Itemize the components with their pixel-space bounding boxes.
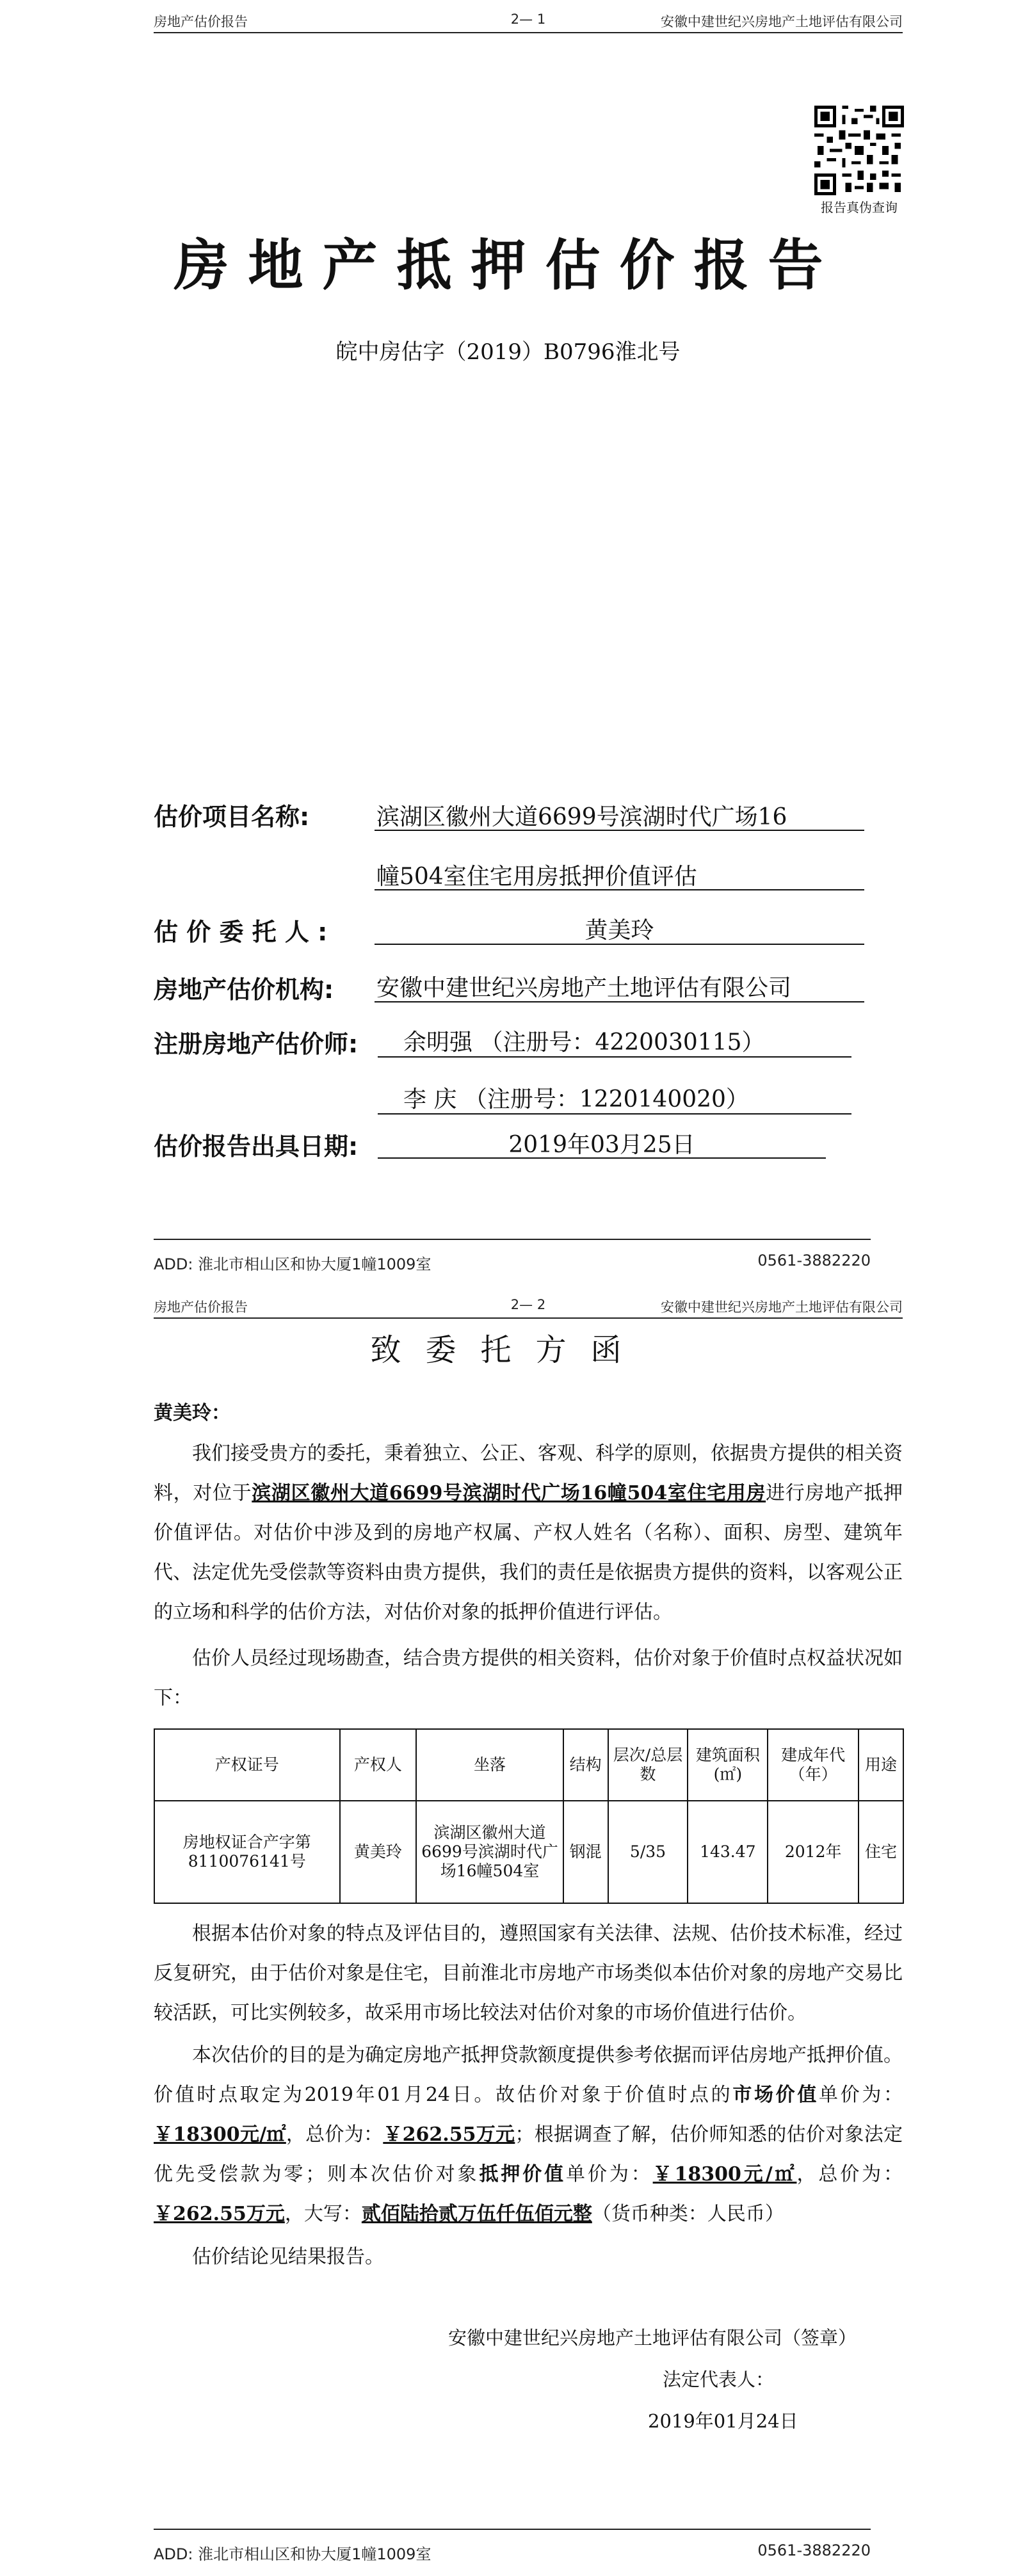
cell-year: 2012年	[768, 1801, 859, 1903]
cover-page: 房地产估价报告 2— 1 安徽中建世纪兴房地产土地评估有限公司 报告真伪查询 房地产抵押估价报告 皖中房估字（2019）B0796淮北号 估价项目名称: 滨湖区徽州大道6699号滨湖时代广场16 幢504室住宅用房抵押价值评估 估 价 委 托 人 : 黄美玲 房地产估价机构: 安徽中建世纪兴房地产土地评估有限公司 注册房地产估价师: 余明强 （注册号：4220030115） 李 庆 （注册号：1220140020） 估价报告出具日期: 2019年03月25日 ADD: 淮北市相山区和协大厦1幢1009室 0561-3882220	[0, 0, 1016, 1285]
cell-certificate: 房地权证合产字第8110076141号	[154, 1801, 340, 1903]
market-total-price: ￥262.55万元	[383, 2123, 515, 2146]
col-usage: 用途	[859, 1729, 903, 1801]
mortgage-total-price: ￥262.55万元	[154, 2203, 285, 2225]
cover-title: 房地产抵押估价报告	[173, 234, 843, 298]
header-left: 房地产估价报告	[154, 1300, 248, 1315]
footer-address: ADD: 淮北市相山区和协大厦1幢1009室	[154, 2545, 431, 2563]
cell-location: 滨湖区徽州大道6699号滨湖时代广场16幢504室	[416, 1801, 563, 1903]
footer-phone: 0561-3882220	[757, 1252, 871, 1269]
cell-structure: 钢混	[563, 1801, 608, 1903]
table-row	[154, 1801, 903, 1903]
letter-title: 致委托方函	[370, 1332, 646, 1368]
header-page-number: 2— 2	[510, 1297, 546, 1312]
mortgage-unit-price: ￥18300元/㎡	[652, 2163, 797, 2186]
cell-usage: 住宅	[859, 1801, 903, 1903]
col-location: 坐落	[416, 1729, 563, 1801]
page-footer	[154, 2529, 871, 2567]
appraiser-1: 余明强 （注册号：4220030115）	[403, 1029, 765, 1056]
paragraph-3: 根据本估价对象的特点及评估目的，遵照国家有关法律、法规、估价技术标准，经过反复研究，由于估价对象是住宅，目前淮北市房地产市场类似本估价对象的房地产交易比较活跃，可比实例较多，故采用市场比较法对估价对象的市场价值进行估价。	[154, 1922, 903, 2024]
header-page-number: 2— 1	[510, 12, 546, 27]
col-floor: 层次/总层数	[608, 1729, 688, 1801]
footer-phone: 0561-3882220	[757, 2541, 871, 2559]
cell-owner: 黄美玲	[340, 1801, 417, 1903]
page-header	[154, 8, 903, 33]
client-value: 黄美玲	[585, 917, 654, 944]
col-certificate: 产权证号	[154, 1729, 340, 1801]
signature-date: 2019年01月24日	[648, 2410, 798, 2432]
property-table	[154, 1728, 904, 1904]
total-in-words: 贰佰陆拾贰万伍仟伍佰元整	[361, 2203, 592, 2225]
table-header-row	[154, 1729, 903, 1801]
signature-company: 安徽中建世纪兴房地产土地评估有限公司（签章）	[448, 2327, 857, 2349]
page-header	[154, 1293, 903, 1319]
cell-floor: 5/35	[608, 1801, 688, 1903]
signature-representative: 法定代表人：	[663, 2369, 775, 2390]
property-address: 滨湖区徽州大道6699号滨湖时代广场16幢504室住宅用房	[252, 1482, 766, 1504]
appraiser-2: 李 庆 （注册号：1220140020）	[403, 1086, 749, 1113]
col-year: 建成年代（年）	[768, 1729, 859, 1801]
paragraph-2: 估价人员经过现场勘查，结合贵方提供的相关资料，估价对象于价值时点权益状况如下：	[154, 1647, 903, 1709]
project-name-value-2: 幢504室住宅用房抵押价值评估	[376, 864, 697, 890]
footer-address: ADD: 淮北市相山区和协大厦1幢1009室	[154, 1255, 431, 1273]
market-unit-price: ￥18300元/㎡	[154, 2123, 286, 2146]
col-area: 建筑面积(㎡)	[688, 1729, 768, 1801]
agency-value: 安徽中建世纪兴房地产土地评估有限公司	[376, 975, 792, 1001]
qr-code-icon[interactable]	[814, 106, 904, 195]
header-right: 安徽中建世纪兴房地产土地评估有限公司	[661, 1300, 903, 1315]
cell-area: 143.47	[688, 1801, 768, 1903]
qr-caption: 报告真伪查询	[821, 200, 898, 215]
col-owner: 产权人	[340, 1729, 417, 1801]
document-number: 皖中房估字（2019）B0796淮北号	[335, 339, 681, 365]
col-structure: 结构	[563, 1729, 608, 1801]
paragraph-5: 估价结论见结果报告。	[192, 2246, 384, 2268]
header-left: 房地产估价报告	[154, 14, 248, 29]
report-date-value: 2019年03月25日	[508, 1132, 695, 1158]
page-footer	[154, 1239, 871, 1274]
header-right: 安徽中建世纪兴房地产土地评估有限公司	[661, 14, 903, 29]
paragraph-4: 本次估价的目的是为确定房地产抵押贷款额度提供参考依据而评估房地产抵押价值。价值时点取定为2019年01月24日。故估价对象于价值时点的市场价值单价为：￥18300元/㎡，总价为：￥262.55万元；根据调查了解，估价师知悉的估价对象法定优先受偿款为零；则本次估价对象抵押价值单价为：￥18300元/㎡，总价为：￥262.55万元，大写：贰佰陆拾贰万伍仟伍佰元整（货币种类：人民币）	[154, 2044, 903, 2225]
paragraph-1: 我们接受贵方的委托，秉着独立、公正、客观、科学的原则，依据贵方提供的相关资料，对位于滨湖区徽州大道6699号滨湖时代广场16幢504室住宅用房进行房地产抵押价值评估。对估价中涉及到的房地产权属、产权人姓名（名称）、面积、房型、建筑年代、法定优先受偿款等资料由贵方提供，我们的责任是依据贵方提供的资料，以客观公正的立场和科学的估价方法，对估价对象的抵押价值进行评估。	[154, 1442, 903, 1623]
project-name-value-1: 滨湖区徽州大道6699号滨湖时代广场16	[376, 804, 787, 830]
salutation: 黄美玲：	[154, 1402, 230, 1424]
